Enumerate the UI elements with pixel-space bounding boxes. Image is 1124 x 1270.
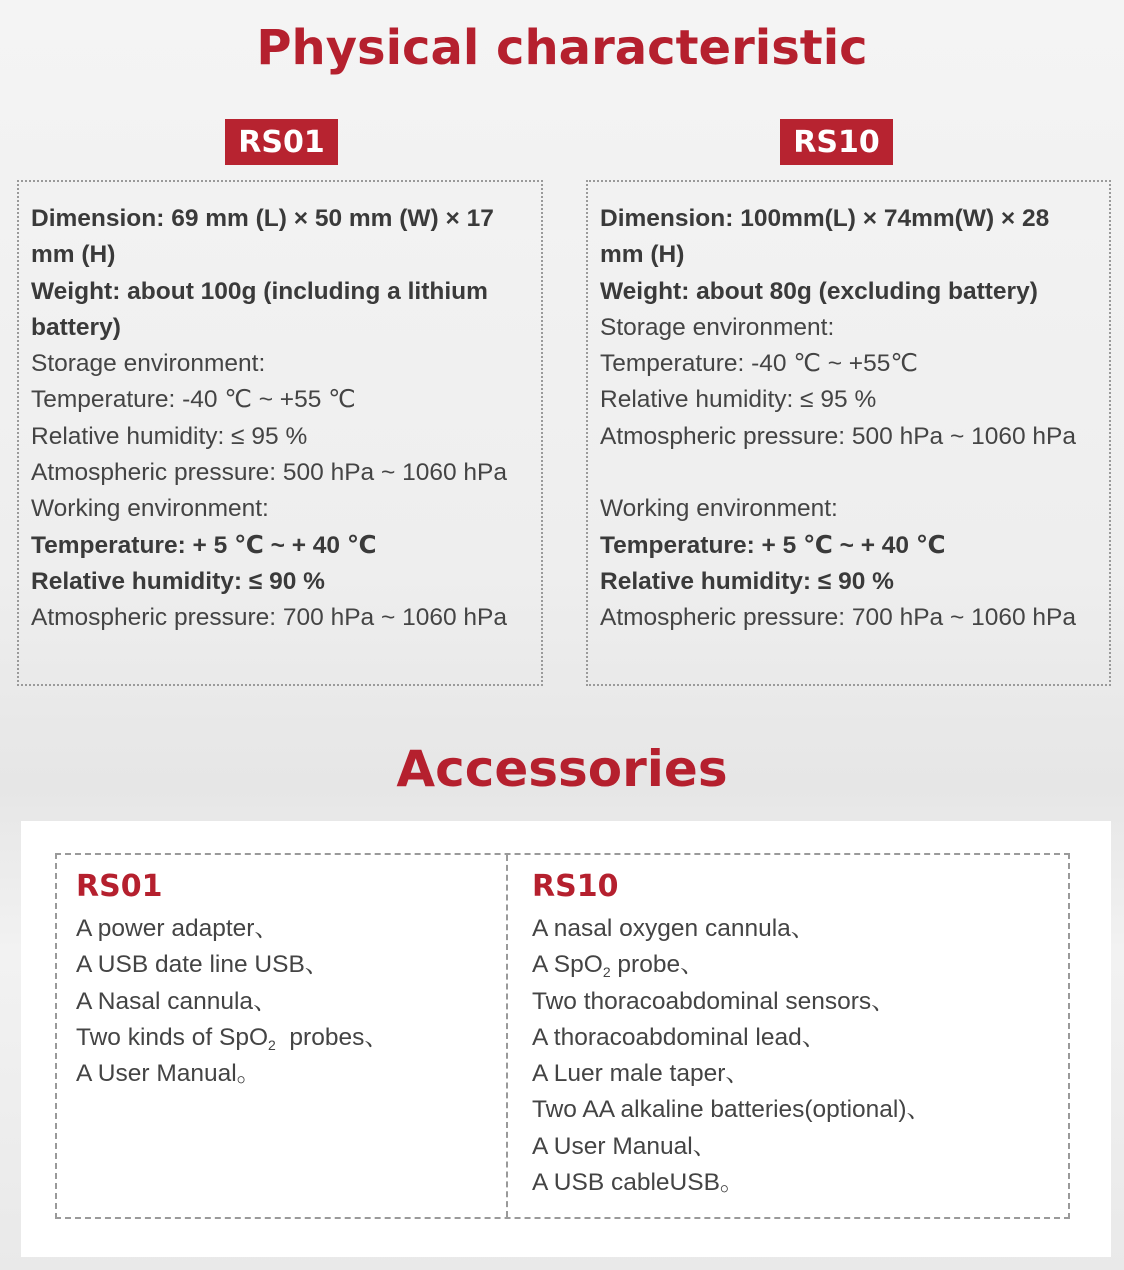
rs01-dimension-line-2: mm (H): [31, 241, 116, 269]
rs01-item-4-subscript: 2: [268, 1036, 276, 1053]
rs10-weight: Weight: about 80g (excluding battery): [600, 277, 1038, 305]
physical-characteristic-title: Physical characteristic: [256, 20, 868, 76]
rs01-accessory-item: A User Manual。: [76, 1060, 262, 1088]
rs10-item-2-subscript: 2: [602, 964, 611, 981]
accessories-panel: [21, 821, 1111, 1257]
rs10-item-2-suffix: probe、: [610, 951, 705, 979]
rs01-working-pressure: Atmospheric pressure: 700 hPa ~ 1060 hPa: [31, 604, 508, 632]
rs10-accessory-item: [532, 947, 931, 983]
rs01-weight-line-1: Weight: about 100g (including a lithium: [31, 277, 488, 305]
rs01-storage-humidity: Relative humidity: ≤ 95 %: [31, 422, 308, 450]
rs10-accessory-item: A thoracoabdominal lead、: [532, 1023, 827, 1051]
rs01-item-4-suffix: probes、: [275, 1023, 389, 1051]
rs01-accessory-item: A power adapter、: [76, 915, 279, 942]
rs01-working-temperature: Temperature: + 5 ℃ ~ + 40 ℃: [31, 531, 377, 559]
rs01-working-label: Working environment:: [31, 495, 269, 523]
rs10-badge: RS10: [780, 119, 893, 165]
rs01-working-humidity: Relative humidity: ≤ 90 %: [31, 567, 325, 595]
rs10-item-2-text: A SpO: [532, 951, 603, 979]
rs01-accessories-column: [76, 867, 389, 1092]
rs10-spec-box: [586, 180, 1111, 686]
rs10-storage-label: Storage environment:: [600, 313, 835, 341]
rs01-dimension-line-1: Dimension: 69 mm (L) × 50 mm (W) × 17: [31, 205, 494, 232]
rs01-accessory-item: A USB date line USB、: [76, 951, 330, 979]
accessories-divider: [506, 855, 508, 1217]
rs01-storage-temperature: Temperature: -40 ℃ ~ +55 ℃: [31, 386, 356, 414]
rs10-working-humidity: Relative humidity: ≤ 90 %: [600, 567, 894, 595]
rs10-storage-pressure: Atmospheric pressure: 500 hPa ~ 1060 hPa: [600, 422, 1077, 450]
rs10-spacer: [600, 455, 1109, 491]
rs01-accessory-item: [76, 1020, 389, 1056]
rs10-dimension-line-2: mm (H): [600, 241, 685, 269]
rs10-accessory-item: Two AA alkaline batteries(optional)、: [532, 1096, 932, 1124]
rs01-weight-line-2: battery): [31, 313, 121, 341]
accessories-title: Accessories: [396, 740, 728, 798]
rs10-dimension-line-1: Dimension: 100mm(L) × 74mm(W) × 28: [600, 205, 1050, 232]
rs10-accessory-item: A USB cableUSB。: [532, 1169, 745, 1197]
rs01-storage-pressure: Atmospheric pressure: 500 hPa ~ 1060 hPa: [31, 459, 508, 487]
rs10-storage-humidity: Relative humidity: ≤ 95 %: [600, 386, 877, 414]
rs01-item-4-text: Two kinds of SpO: [76, 1023, 269, 1051]
rs10-accessories-column: [532, 867, 931, 1201]
rs01-storage-label: Storage environment:: [31, 350, 266, 378]
rs10-accessories-heading: RS10: [532, 869, 619, 904]
rs01-accessories-heading: RS01: [76, 869, 163, 904]
rs10-working-temperature: Temperature: + 5 ℃ ~ + 40 ℃: [600, 531, 946, 559]
rs10-working-label: Working environment:: [600, 495, 838, 523]
rs10-accessory-item: A User Manual、: [532, 1132, 718, 1160]
rs10-accessory-item: A Luer male taper、: [532, 1060, 750, 1088]
rs10-accessory-item: Two thoracoabdominal sensors、: [532, 987, 896, 1015]
rs10-accessory-item: A nasal oxygen cannula、: [532, 915, 816, 942]
rs10-working-pressure: Atmospheric pressure: 700 hPa ~ 1060 hPa: [600, 604, 1077, 632]
rs01-badge: RS01: [225, 119, 338, 165]
rs01-spec-box: [17, 180, 543, 686]
rs01-accessory-item: A Nasal cannula、: [76, 987, 278, 1015]
rs10-storage-temperature: Temperature: -40 ℃ ~ +55℃: [600, 350, 918, 378]
accessories-box: [55, 853, 1070, 1219]
